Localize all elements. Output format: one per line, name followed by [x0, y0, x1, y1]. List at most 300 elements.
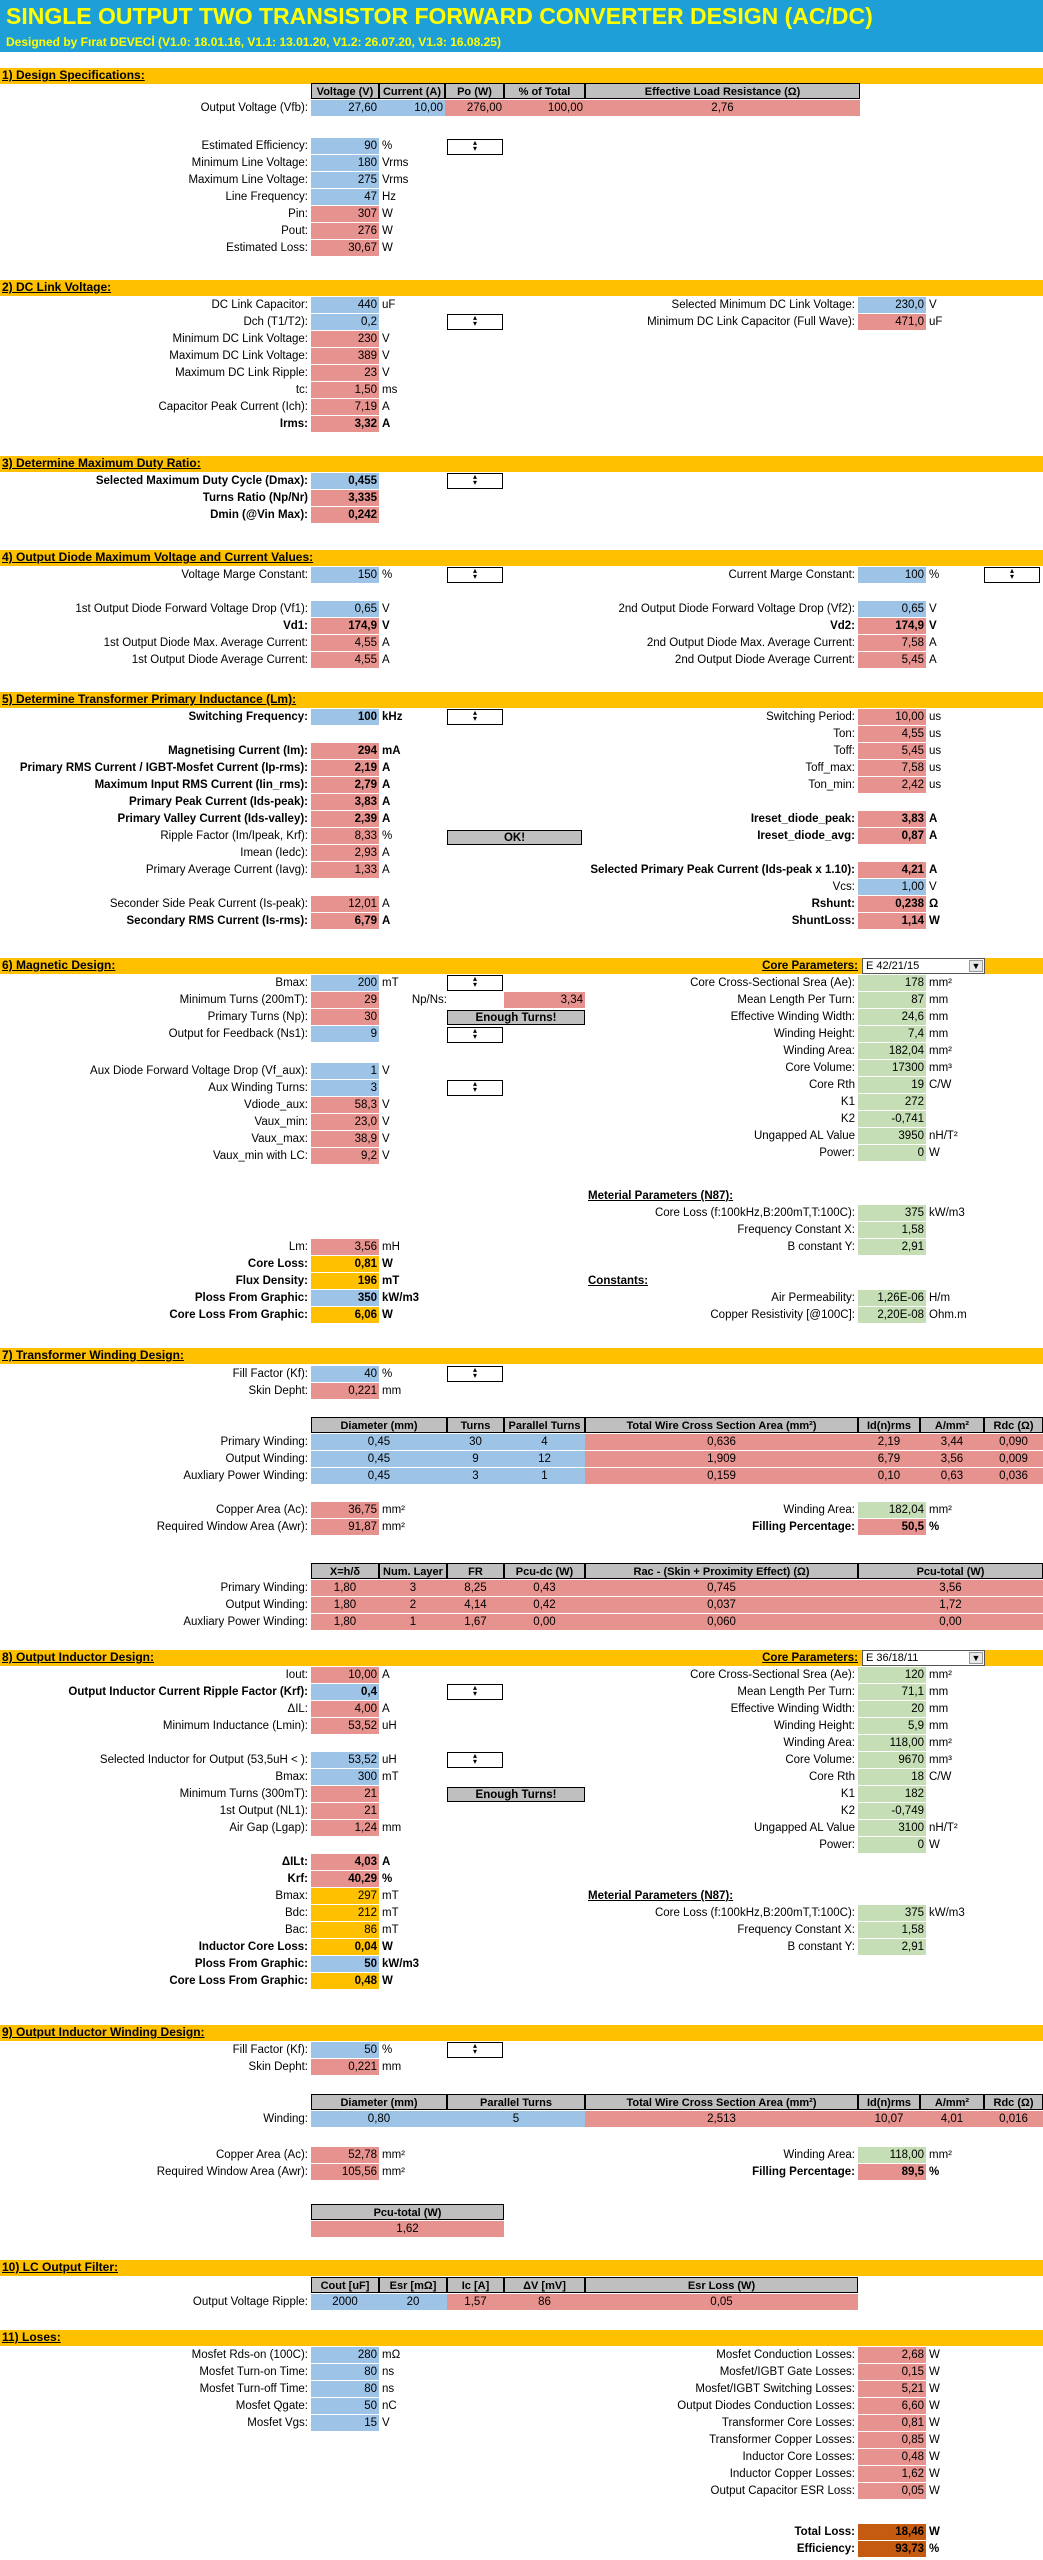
loss-unit: W [929, 2349, 940, 2361]
inductor-turns-row-unit [379, 1803, 439, 1819]
core-row-unit: mm³ [929, 1062, 952, 1074]
inductor-loss-row-unit: A [382, 1856, 391, 1868]
primary-row-label: Magnetising Current (Im): [168, 745, 308, 757]
lc-header: Esr Loss (W) [585, 2277, 858, 2293]
spec-row-value[interactable]: 275 [311, 172, 379, 188]
aux-row-unit: V [382, 1133, 390, 1145]
ac-loss-header: Rac - (Skin + Proximity Effect) (Ω) [585, 1563, 858, 1579]
winding-area-unit: mm² [929, 1504, 952, 1516]
winding-cell[interactable]: 30 [447, 1434, 504, 1450]
switching-frequency-label: Switching Frequency: [188, 711, 308, 723]
material-row-label: B constant Y: [787, 1241, 855, 1253]
dc-link-right-row-unit: V [929, 299, 937, 311]
winding-cell[interactable]: 0,45 [311, 1468, 447, 1484]
core-row-label: K1 [840, 1096, 855, 1108]
mosfet-param-row-value[interactable]: 80 [311, 2381, 379, 2397]
material-parameters-label-2: Meterial Parameters (N87): [588, 1890, 734, 1902]
timing-row-label: Toff: [833, 745, 855, 757]
diode1-row-unit: A [382, 637, 390, 649]
loss-value: 6,60 [858, 2398, 926, 2414]
duty-row-unit [379, 473, 439, 489]
loss-value: 0,48 [858, 2449, 926, 2465]
area-row-value: 36,75 [311, 1502, 379, 1518]
inductor-loss-row-unit: % [382, 1873, 393, 1885]
ac-loss-cell: 0,00 [504, 1614, 585, 1630]
inductor-loss-row-value: 4,03 [311, 1854, 379, 1870]
core-row-unit: W [929, 1147, 940, 1159]
np-ns-label: Np/Ns: [411, 994, 447, 1006]
mosfet-param-row-unit: ns [382, 2366, 395, 2378]
aux-row-value[interactable]: 1 [311, 1063, 379, 1079]
duty-row-value[interactable]: 0,455 [311, 473, 379, 489]
primary-row-value: 294 [311, 743, 379, 759]
mosfet-param-row-unit: nC [382, 2400, 397, 2412]
inductor-core-select[interactable]: E 36/18/11 ▼ [862, 1650, 985, 1666]
dc-link-row-value[interactable]: 440 [311, 297, 379, 313]
filling-percentage-label: Filling Percentage: [752, 1521, 855, 1533]
inductor-core-row-value: 182 [858, 1786, 926, 1802]
section-output-inductor-title: 8) Output Inductor Design: [2, 1650, 154, 1664]
winding-cell[interactable]: 1 [504, 1468, 585, 1484]
inductor-row-label: Output Inductor Current Ripple Factor (Krf): [68, 1686, 308, 1698]
inductor-row-value[interactable]: 0,4 [311, 1684, 379, 1700]
inductor-winding-label: Winding: [263, 2113, 308, 2125]
inductor-core-row-value: 20 [858, 1701, 926, 1717]
mosfet-param-row-value[interactable]: 80 [311, 2364, 379, 2380]
winding-cell[interactable]: 3 [447, 1468, 504, 1484]
section-design-specifications [0, 68, 1043, 84]
section-dc-link-voltage [0, 280, 1043, 296]
core-row-label: Winding Height: [773, 1028, 855, 1040]
diode2-row-value: 174,9 [858, 618, 926, 634]
magnetic-row-label: Bmax: [275, 977, 308, 989]
core-row-unit: mm [929, 1028, 949, 1040]
lc-cell: 1,57 [447, 2294, 504, 2310]
output-voltage-cell[interactable]: 27,60 [311, 100, 379, 116]
inductor-winding-area-value: 118,00 [858, 2147, 926, 2163]
dc-link-row-label: Maximum DC Link Voltage: [169, 350, 308, 362]
spec-row-unit: W [382, 225, 393, 237]
primary-row-value: 3,83 [311, 794, 379, 810]
inductor-winding-spec-value[interactable]: 50 [311, 2042, 379, 2058]
reset-diode-row-value: 3,83 [858, 811, 926, 827]
dc-link-row-label: Capacitor Peak Current (Ich): [158, 401, 308, 413]
inductor-area-row-label: Required Window Area (Awr): [156, 2166, 308, 2178]
mosfet-param-row-unit: V [382, 2417, 390, 2429]
shunt-row-value: 1,14 [858, 913, 926, 929]
constant-row-label: Copper Resistivity [@100C]: [710, 1309, 855, 1321]
diode2-row-unit: A [929, 637, 937, 649]
dc-link-row-unit [379, 314, 439, 330]
timing-row-label: Switching Period: [766, 711, 855, 723]
mosfet-param-row-value[interactable]: 280 [311, 2347, 379, 2363]
inductor-core-row-unit: nH/T² [929, 1822, 958, 1834]
material-row-label: Core Loss (f:100kHz,B:200mT,T:100C): [654, 1207, 855, 1219]
diode1-row-value: 4,55 [311, 635, 379, 651]
loss-value: 0,81 [858, 2415, 926, 2431]
core-parameters-label-2: Core Parameters: [762, 1652, 858, 1664]
area-row-label: Copper Area (Ac): [215, 1504, 308, 1516]
material-parameters-label: Meterial Parameters (N87): [588, 1190, 734, 1202]
diode2-row-label: Vd2: [830, 620, 855, 632]
inductor-turns-row-label: Selected Inductor for Output (53,5uH < ): [99, 1754, 308, 1766]
inductor-loss-row-value: 86 [311, 1922, 379, 1938]
magnetic-row-value: 30 [311, 1009, 379, 1025]
magnetic-row-unit [379, 1009, 439, 1025]
inductor-loss-row-label: Bac: [284, 1924, 308, 1936]
enough-turns-indicator: Enough Turns! [447, 1010, 585, 1025]
core-row-label: Core Cross-Sectional Srea (Ae): [690, 977, 855, 989]
inductor-winding-area-unit: mm² [929, 2149, 952, 2161]
winding-cell[interactable]: 0,45 [311, 1434, 447, 1450]
loss-label: Transformer Core Losses: [721, 2417, 855, 2429]
shunt-row-label: Vcs: [832, 881, 855, 893]
inductor-winding-header: Diameter (mm) [311, 2094, 447, 2110]
loss-unit: W [929, 2400, 940, 2412]
aux-row-label: Aux Diode Forward Voltage Drop (Vf_aux): [90, 1065, 308, 1077]
diode1-row-value: 174,9 [311, 618, 379, 634]
core-row-value: 7,4 [858, 1026, 926, 1042]
core-select[interactable]: E 42/21/15 ▼ [862, 958, 985, 974]
primary-row-value: 8,33 [311, 828, 379, 844]
ac-loss-cell: 0,037 [585, 1597, 858, 1613]
winding-spec-row-unit: % [382, 1368, 393, 1380]
primary-row-unit: A [382, 864, 390, 876]
inductor-area-row-value: 52,78 [311, 2147, 379, 2163]
diode1-row-value[interactable]: 0,65 [311, 601, 379, 617]
core-row-unit: mm [929, 994, 949, 1006]
winding-cell: 0,159 [585, 1468, 858, 1484]
inductor-core-row-unit [926, 1803, 986, 1819]
inductor-winding-spec-value: 0,221 [311, 2059, 379, 2075]
enough-turns-indicator-2: Enough Turns! [447, 1787, 585, 1802]
loss-unit: W [929, 2366, 940, 2378]
diode1-row-label: 1st Output Diode Max. Average Current: [103, 637, 308, 649]
aux-row-value: 23,0 [311, 1114, 379, 1130]
dc-link-row-label: Minimum DC Link Voltage: [172, 333, 308, 345]
ac-loss-row-label: Output Winding: [225, 1599, 308, 1611]
spec-row-value[interactable]: 180 [311, 155, 379, 171]
filling-percentage-unit: % [929, 1521, 940, 1533]
winding-area-value: 182,04 [858, 1502, 926, 1518]
shunt-row-unit: V [929, 881, 937, 893]
inductor-winding-cell: 4,01 [920, 2111, 984, 2127]
inductor-core-row-label: Effective Winding Width: [730, 1703, 855, 1715]
mosfet-param-row-unit: ns [382, 2383, 395, 2395]
inductor-winding-cell[interactable]: 5 [447, 2111, 585, 2127]
winding-spec-row-unit: mm [382, 1385, 402, 1397]
aux-row-unit: V [382, 1065, 390, 1077]
dc-link-row-value: 389 [311, 348, 379, 364]
chevron-down-icon[interactable]: ▼ [969, 1652, 983, 1664]
material-row-label: Frequency Constant X: [737, 1224, 855, 1236]
core-row-value: 272 [858, 1094, 926, 1110]
core-row-value: 24,6 [858, 1009, 926, 1025]
mosfet-param-row-label: Mosfet Qgate: [235, 2400, 308, 2412]
timing-row-unit: us [929, 762, 942, 774]
inductor-core-row-unit: mm [929, 1686, 949, 1698]
inductor-turns-row-value: 21 [311, 1786, 379, 1802]
lc-cell[interactable]: 20 [379, 2294, 447, 2310]
inductor-core-row-label: K2 [840, 1805, 855, 1817]
inductor-material-row-unit [926, 1922, 986, 1938]
dc-link-right-row-unit: uF [929, 316, 943, 328]
spec-row-label: Pin: [288, 208, 308, 220]
spec-row-label: Estimated Loss: [226, 242, 308, 254]
primary-row-unit: A [382, 762, 391, 774]
inductor-loss-row-value: 212 [311, 1905, 379, 1921]
inductor-core-row-value: -0,749 [858, 1803, 926, 1819]
dc-link-row-value[interactable]: 0,2 [311, 314, 379, 330]
diode2-row-label: 2nd Output Diode Average Current: [674, 654, 855, 666]
inductor-winding-cell: 10,07 [858, 2111, 920, 2127]
aux-row-unit: V [382, 1116, 390, 1128]
timing-row-value: 2,42 [858, 777, 926, 793]
timing-row-label: Ton: [833, 728, 855, 740]
aux-row-unit: V [382, 1099, 390, 1111]
diode1-row-label: Vd1: [283, 620, 308, 632]
core-row-label: Core Rth [808, 1079, 855, 1091]
core-loss-row-label: Core Loss: [247, 1258, 308, 1270]
inductor-core-row-value: 9670 [858, 1752, 926, 1768]
primary-row-value: 2,93 [311, 845, 379, 861]
core-row-value: 87 [858, 992, 926, 1008]
magnetic-row-value[interactable]: 9 [311, 1026, 379, 1042]
ac-loss-cell: 1,72 [858, 1597, 1043, 1613]
inductor-loss-row-value: 297 [311, 1888, 379, 1904]
winding-header: A/mm² [920, 1417, 984, 1433]
winding-spec-row-value[interactable]: 40 [311, 1366, 379, 1382]
winding-cell[interactable]: 4 [504, 1434, 585, 1450]
diode2-row-label: 2nd Output Diode Max. Average Current: [646, 637, 855, 649]
dc-link-row-unit: V [382, 367, 390, 379]
pcu-total-value: 1,62 [311, 2221, 504, 2237]
inductor-winding-spec-label: Skin Depht: [248, 2061, 308, 2073]
aux-row-unit [379, 1080, 439, 1096]
inductor-loss-row-label: Bdc: [284, 1907, 308, 1919]
inductor-turns-row-value[interactable]: 53,52 [311, 1752, 379, 1768]
core-loss-row-unit: W [382, 1309, 393, 1321]
inductor-core-row-unit: C/W [929, 1771, 952, 1783]
current-marge-spinner[interactable] [984, 567, 1040, 583]
aux-row-value: 9,2 [311, 1148, 379, 1164]
ac-loss-header: Num. Layer [379, 1563, 447, 1579]
winding-cell[interactable]: 0,45 [311, 1451, 447, 1467]
secondary-row-unit: A [382, 898, 390, 910]
spec-row-unit: % [382, 140, 393, 152]
switching-frequency-value[interactable]: 100 [311, 709, 379, 725]
total-loss-value: 18,46 [858, 2524, 926, 2540]
ac-loss-cell: 0,00 [858, 1614, 1043, 1630]
core-row-unit: nH/T² [929, 1130, 958, 1142]
loss-unit: W [929, 2451, 940, 2463]
winding-row-label: Auxliary Power Winding: [183, 1470, 308, 1482]
inductor-core-row-value: 120 [858, 1667, 926, 1683]
constant-row-label: Air Permeability: [771, 1292, 855, 1304]
reset-diode-row-label: Ireset_diode_peak: [750, 813, 855, 825]
inductor-core-row-unit: W [929, 1839, 940, 1851]
winding-cell: 1,909 [585, 1451, 858, 1467]
spec-row-label: Line Frequency: [225, 191, 308, 203]
inductor-core-row-unit: mm² [929, 1669, 952, 1681]
loss-value: 0,15 [858, 2364, 926, 2380]
section-losses-title: 11) Loses: [2, 2330, 61, 2344]
dc-link-row-unit: uF [382, 299, 396, 311]
dc-link-row-label: tc: [295, 384, 308, 396]
output-voltage-label: Output Voltage (Vfb): [200, 102, 308, 114]
lc-cell[interactable]: 2000 [311, 2294, 379, 2310]
inductor-winding-area-label: Winding Area: [783, 2149, 855, 2161]
core-loss-row-label: Flux Density: [235, 1275, 308, 1287]
inductor-material-row-unit [926, 1939, 986, 1955]
inductor-core-row-label: Core Volume: [785, 1754, 855, 1766]
aux-row-value: 58,3 [311, 1097, 379, 1113]
primary-row-label: Primary Average Current (Iavg): [145, 864, 308, 876]
constant-row-value: 1,26E-06 [858, 1290, 926, 1306]
chevron-down-icon[interactable]: ▼ [969, 960, 983, 972]
shunt-row-unit: Ω [929, 898, 939, 910]
core-loss-row-value: 0,81 [311, 1256, 379, 1272]
core-loss-row-label: Lm: [288, 1241, 308, 1253]
secondary-row-unit: A [382, 915, 391, 927]
winding-cell: 0,63 [920, 1468, 984, 1484]
aux-row-value[interactable]: 3 [311, 1080, 379, 1096]
fill-factor-spinner[interactable] [447, 1366, 503, 1382]
output-voltage-cell[interactable]: 10,00 [379, 100, 445, 116]
aux-row-label: Aux Winding Turns: [208, 1082, 308, 1094]
winding-cell: 0,10 [858, 1468, 920, 1484]
inductor-loss-row-unit: W [382, 1975, 393, 1987]
diode1-row-label: 1st Output Diode Average Current: [131, 654, 308, 666]
shunt-row-value[interactable]: 1,00 [858, 879, 926, 895]
diode2-row-value[interactable]: 0,65 [858, 601, 926, 617]
loss-value: 0,05 [858, 2483, 926, 2499]
dc-link-right-row-value[interactable]: 230,0 [858, 297, 926, 313]
timing-row-value: 5,45 [858, 743, 926, 759]
spec-row-unit: Vrms [382, 157, 409, 169]
section-design-specifications-title: 1) Design Specifications: [2, 68, 145, 82]
core-loss-row-unit: mT [382, 1275, 400, 1287]
core-loss-row-value[interactable]: 350 [311, 1290, 379, 1306]
ac-loss-row-label: Primary Winding: [220, 1582, 308, 1594]
inductor-winding-cell[interactable]: 0,80 [311, 2111, 447, 2127]
inductor-filling-unit: % [929, 2166, 940, 2178]
winding-cell[interactable]: 12 [504, 1451, 585, 1467]
primary-row-value: 2,39 [311, 811, 379, 827]
winding-spec-row-label: Skin Depht: [248, 1385, 308, 1397]
mosfet-param-row-value[interactable]: 15 [311, 2415, 379, 2431]
material-row-value: 2,91 [858, 1239, 926, 1255]
dc-link-row-value: 1,50 [311, 382, 379, 398]
core-parameters-label: Core Parameters: [762, 960, 858, 972]
aux-row-unit: V [382, 1150, 390, 1162]
current-marge-value[interactable]: 100 [858, 567, 926, 583]
spec-row-value[interactable]: 47 [311, 189, 379, 205]
section-lc-filter [0, 2260, 1043, 2276]
efficiency-spinner[interactable] [447, 139, 503, 155]
primary-row-label: Primary Peak Current (Ids-peak): [129, 796, 308, 808]
core-loss-row-unit: W [382, 1258, 393, 1270]
timing-row-label: Ton_min: [808, 779, 855, 791]
spec-row-value: 307 [311, 206, 379, 222]
ac-loss-cell: 1,80 [311, 1597, 379, 1613]
secondary-row-label: Seconder Side Peak Current (Is-peak): [109, 898, 308, 910]
dc-link-row-unit: V [382, 333, 390, 345]
inductor-material-row-value: 375 [858, 1905, 926, 1921]
inductor-row-value: 53,52 [311, 1718, 379, 1734]
inductor-loss-row-value[interactable]: 50 [311, 1956, 379, 1972]
section-inductor-winding-title: 9) Output Inductor Winding Design: [2, 2025, 205, 2039]
constant-row-unit: H/m [929, 1292, 951, 1304]
ac-loss-cell: 0,42 [504, 1597, 585, 1613]
loss-value: 5,21 [858, 2381, 926, 2397]
inductor-area-row-value: 105,56 [311, 2164, 379, 2180]
ac-loss-header: Pcu-total (W) [858, 1563, 1043, 1579]
inductor-core-row-value: 18 [858, 1769, 926, 1785]
ac-loss-cell: 1,67 [447, 1614, 504, 1630]
core-row-label: Mean Length Per Turn: [737, 994, 855, 1006]
spec-row-label: Maximum Line Voltage: [188, 174, 308, 186]
inductor-row-label: Iout: [285, 1669, 308, 1681]
dc-link-row-label: Maximum DC Link Ripple: [175, 367, 308, 379]
reset-diode-row-unit: A [929, 813, 938, 825]
inductor-turns-row-value[interactable]: 300 [311, 1769, 379, 1785]
winding-cell[interactable]: 9 [447, 1451, 504, 1467]
lc-header: Esr [mΩ] [379, 2277, 447, 2293]
primary-row-label: Ripple Factor (Im/Ipeak, Krf): [160, 830, 308, 842]
inductor-fill-spinner[interactable] [447, 2042, 503, 2058]
inductor-area-row-unit: mm² [382, 2149, 405, 2161]
voltage-marge-value[interactable]: 150 [311, 567, 379, 583]
core-loss-row-unit: kW/m3 [382, 1292, 420, 1304]
dc-link-row-value: 3,32 [311, 416, 379, 432]
lc-header: Ic [A] [447, 2277, 504, 2293]
inductor-core-row-label: Winding Height: [773, 1720, 855, 1732]
spec-row-value[interactable]: 90 [311, 138, 379, 154]
aux-row-value: 38,9 [311, 1131, 379, 1147]
inductor-winding-cell: 2,513 [585, 2111, 858, 2127]
loss-label: Transformer Copper Losses: [709, 2434, 855, 2446]
area-row-value: 91,87 [311, 1519, 379, 1535]
core-row-unit [926, 1111, 986, 1127]
inductor-turns-row-label: Air Gap (Lgap): [229, 1822, 308, 1834]
timing-row-label: Toff_max: [805, 762, 855, 774]
lc-header: ΔV [mV] [504, 2277, 585, 2293]
winding-spec-row-value: 0,221 [311, 1383, 379, 1399]
magnetic-row-label: Primary Turns (Np): [207, 1011, 308, 1023]
inductor-core-row-value: 118,00 [858, 1735, 926, 1751]
loss-label: Inductor Copper Losses: [729, 2468, 855, 2480]
duty-row-unit [379, 507, 439, 523]
efficiency-unit: % [929, 2543, 940, 2555]
dc-link-row-value: 7,19 [311, 399, 379, 415]
dmax-spinner[interactable] [447, 473, 503, 489]
core-loss-row-value: 3,56 [311, 1239, 379, 1255]
ac-loss-row-label: Auxliary Power Winding: [183, 1616, 308, 1628]
pcu-total-header: Pcu-total (W) [311, 2204, 504, 2220]
lc-cell: 0,05 [585, 2294, 858, 2310]
magnetic-row-value[interactable]: 200 [311, 975, 379, 991]
section-transformer-winding-title: 7) Transformer Winding Design: [2, 1348, 184, 1362]
inductor-row-unit: A [382, 1669, 390, 1681]
shunt-row-label: Rshunt: [811, 898, 855, 910]
loss-label: Mosfet/IGBT Gate Losses: [719, 2366, 855, 2378]
ac-loss-cell: 3 [379, 1580, 447, 1596]
ac-loss-header: FR [447, 1563, 504, 1579]
mosfet-param-row-value[interactable]: 50 [311, 2398, 379, 2414]
section-output-diode-title: 4) Output Diode Maximum Voltage and Current Values: [2, 550, 314, 564]
inductor-turns-row-unit: uH [382, 1754, 397, 1766]
